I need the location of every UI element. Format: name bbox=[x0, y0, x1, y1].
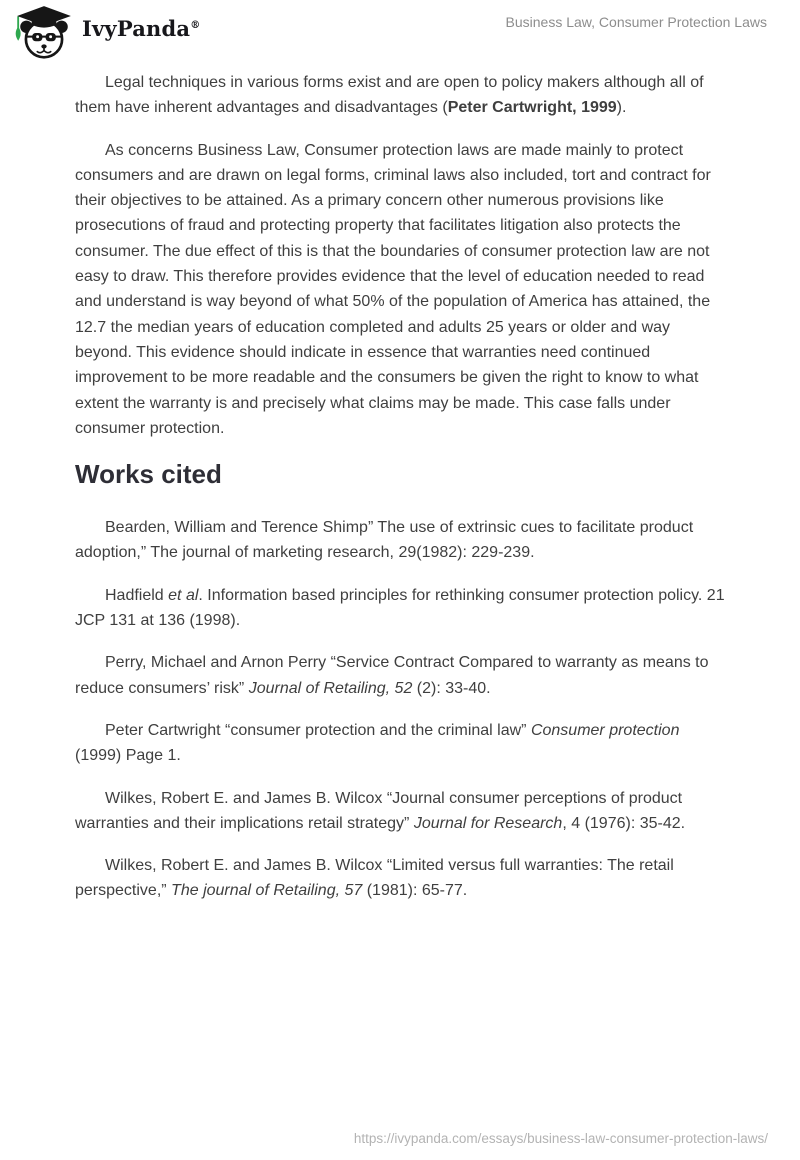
body-paragraph: As concerns Business Law, Consumer protection laws are made mainly to protect consumers and are drawn on legal forms, criminal laws also included, tort and contract for their objectives to be attained. As a primary concern other numerous provisions like prosecutions of fraud and protecting property that facilitates litigation also protects the consumer. The due effect of this is that the boundaries of consumer protection law are not easy to draw. This therefore provides evidence that the level of education needed to read and understand is way beyond of what 50% of the population of America has attained, the 12.7 the median years of education completed and adults 25 years or older and way beyond. This evidence should indicate in essence that warranties need continued improvement to be more readable and the consumers be given the right to know to what extent the warranty is and precisely what claims may be made. This case falls under consumer protection. bbox=[75, 141, 711, 437]
registered-trademark: ® bbox=[190, 20, 201, 31]
source-url: https://ivypanda.com/essays/business-law-consumer-protection-laws/ bbox=[353, 1131, 768, 1146]
document-title: Business Law, Consumer Protection Laws bbox=[505, 14, 767, 30]
brand-name-text: IvyPanda bbox=[82, 16, 191, 41]
citation-entry: Peter Cartwright “consumer protection and the criminal law” Consumer protection (1999) Page 1. bbox=[75, 721, 680, 765]
citation-entry: Bearden, William and Terence Shimp” The use of extrinsic cues to facilitate product adoption,” The journal of marketing research, 29(1982): 229-239. bbox=[75, 519, 694, 562]
essay-body bbox=[75, 70, 727, 921]
brand-name bbox=[82, 16, 200, 41]
page-footer bbox=[354, 1131, 768, 1146]
citation-entry: Hadfield et al. Information based principles for rethinking consumer protection policy. 21 JCP 131 at 136 (1998). bbox=[75, 586, 725, 630]
body-paragraph: Legal techniques in various forms exist and are open to policy makers although all of them have inherent advantages and disadvantages (Peter Cartwright, 1999). bbox=[75, 74, 704, 117]
works-cited-heading: Works cited bbox=[75, 459, 222, 490]
citation-entry: Perry, Michael and Arnon Perry “Service Contract Compared to warranty as means to reduce consumers’ risk” Journal of Retailing, 52 (2): 33-40. bbox=[75, 654, 709, 697]
citation-entry: Wilkes, Robert E. and James B. Wilcox “Journal consumer perceptions of product warranties and their implications retail strategy” Journal for Research, 4 (1976): 35-42. bbox=[75, 789, 686, 832]
page-header bbox=[0, 0, 800, 66]
citation-entry: Wilkes, Robert E. and James B. Wilcox “Limited versus full warranties: The retail perspective,” The journal of Retailing, 57 (1981): 65-77. bbox=[75, 857, 674, 900]
panda-graduate-logo-icon bbox=[13, 5, 75, 61]
